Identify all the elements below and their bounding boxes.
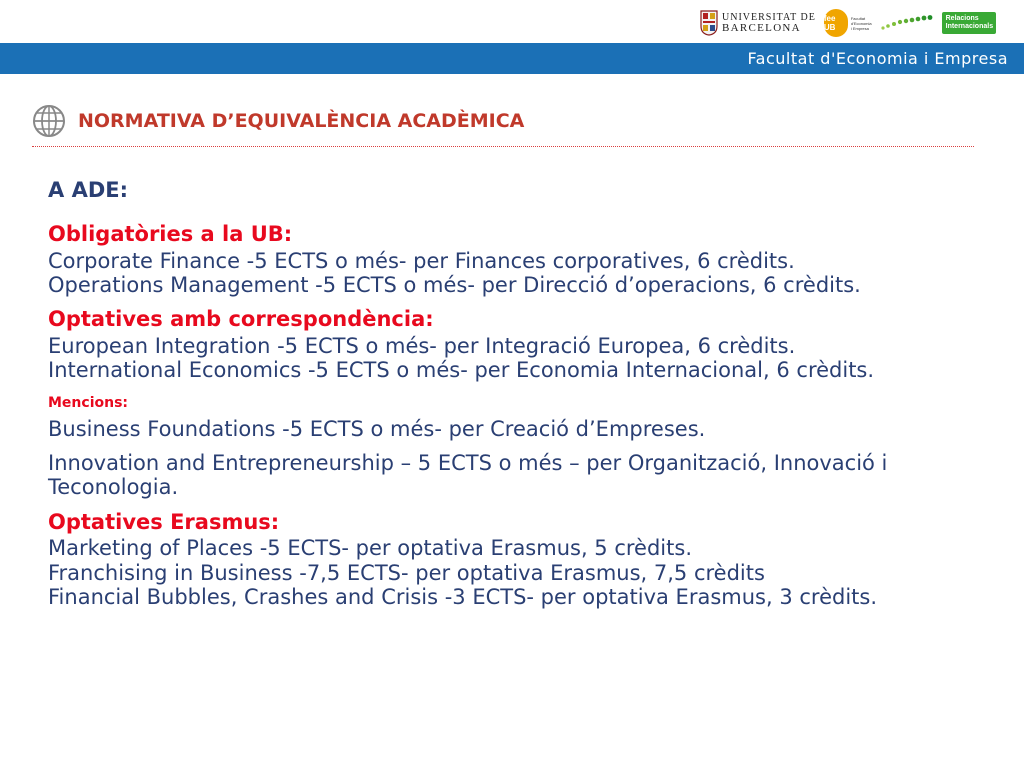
ri-badge-line1: Relacions <box>945 15 979 22</box>
section-heading-mencions: Mencions: <box>48 394 129 411</box>
banner-text: Facultat d'Economia i Empresa <box>747 49 1008 68</box>
ub-shield-icon <box>700 10 718 36</box>
course-item: Business Foundations -5 ECTS o més- per Creació d’Empreses. <box>48 416 706 441</box>
slide-content <box>48 178 988 609</box>
relacions-internacionals-badge <box>942 12 996 34</box>
fee-logo-mark: fee UB <box>824 9 848 37</box>
fee-caption-2: d'Economia <box>850 20 872 26</box>
ri-badge-line2: Internacionals <box>945 23 994 30</box>
degree-target: A ADE: <box>48 178 128 202</box>
fee-caption-3: i Empresa <box>850 25 869 31</box>
fee-caption-1: Facultat <box>850 15 866 21</box>
course-item: International Economics -5 ECTS o més- per Economia Internacional, 6 crèdits. <box>48 358 875 383</box>
course-item: Financial Bubbles, Crashes and Crisis -3 ECTS- per optativa Erasmus, 3 crèdits. <box>48 584 878 609</box>
course-item: Franchising in Business -7,5 ECTS- per optativa Erasmus, 7,5 crèdits <box>48 560 765 585</box>
course-item: European Integration -5 ECTS o més- per Integració Europea, 6 crèdits. <box>48 333 796 358</box>
course-item: Corporate Finance -5 ECTS o més- per Finances corporatives, 6 crèdits. <box>48 248 795 273</box>
section-heading-optatives: Optatives amb correspondència: <box>48 307 434 332</box>
section-heading-obligatories: Obligatòries a la UB: <box>48 222 293 247</box>
course-item: Operations Management -5 ECTS o més- per Direcció d’operacions, 6 crèdits. <box>48 273 861 298</box>
globe-icon <box>32 104 66 138</box>
section-heading-erasmus: Optatives Erasmus: <box>48 509 280 534</box>
faculty-banner <box>0 43 1024 74</box>
dots-logo-icon <box>880 14 934 32</box>
course-item: Marketing of Places -5 ECTS- per optativa Erasmus, 5 crèdits. <box>48 536 692 561</box>
ub-logo-line1: UNIVERSITAT DE <box>722 12 816 23</box>
header-logos <box>700 6 1020 40</box>
course-item: Innovation and Entrepreneurship – 5 ECTS o més – per Organització, Innovació i Teconologia. <box>48 451 888 500</box>
title-divider <box>32 146 974 147</box>
slide-title: NORMATIVA D’EQUIVALÈNCIA ACADÈMICA <box>78 110 525 132</box>
dots-logo <box>880 14 934 32</box>
ub-logo-line2: BARCELONA <box>722 22 801 34</box>
fee-logo <box>824 9 872 37</box>
ub-logo <box>700 10 816 36</box>
